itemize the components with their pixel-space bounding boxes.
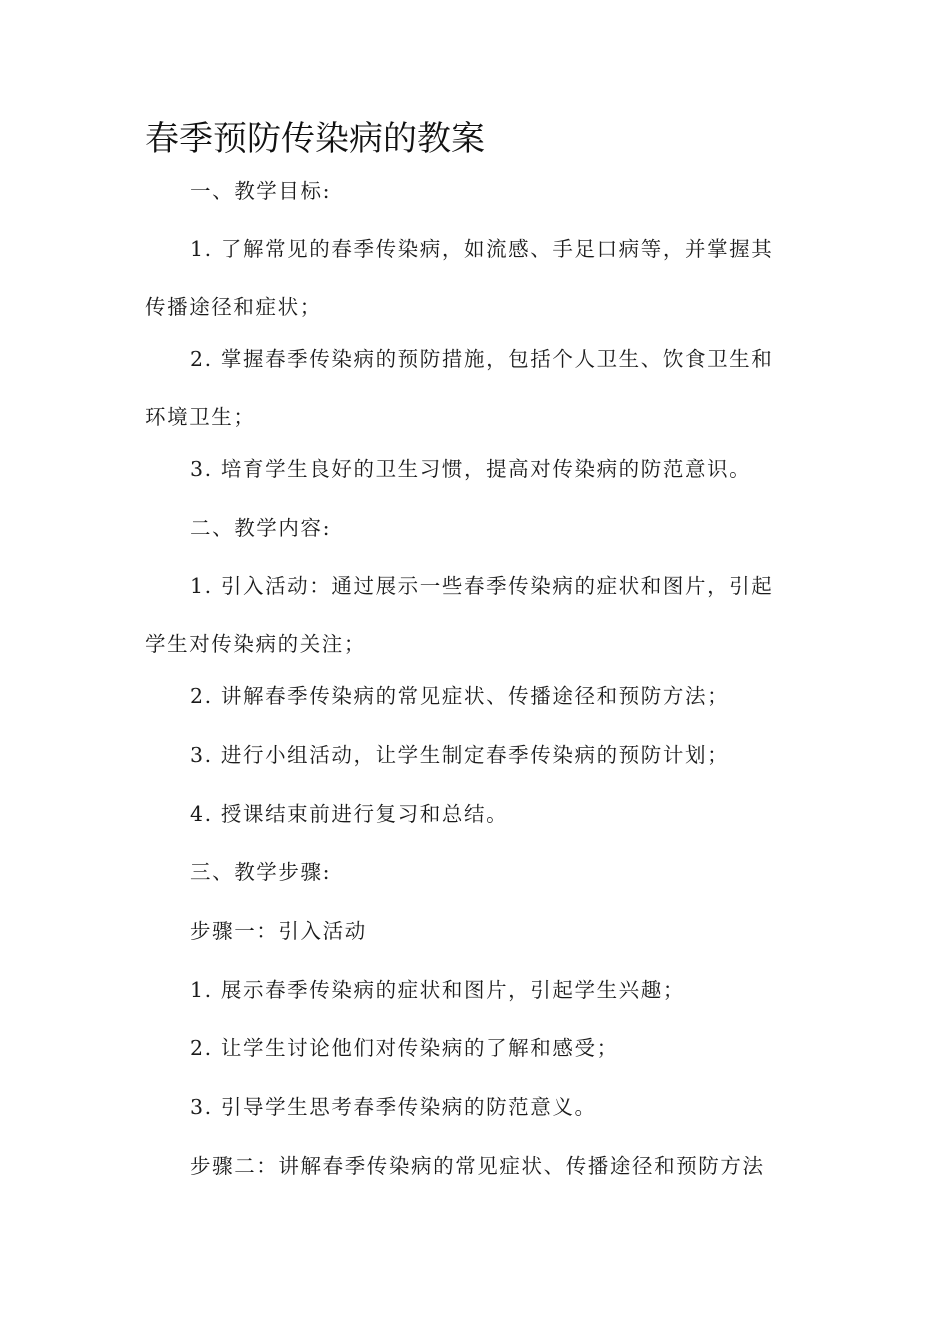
- paragraph: 3. 培育学生良好的卫生习惯，提高对传染病的防范意识。: [190, 457, 752, 481]
- paragraph: 1. 了解常见的春季传染病，如流感、手足口病等，并掌握其传播途径和症状；: [145, 237, 774, 319]
- paragraph: 3. 进行小组活动，让学生制定春季传染病的预防计划；: [190, 743, 730, 767]
- paragraph: 2. 掌握春季传染病的预防措施，包括个人卫生、饮食卫生和环境卫生；: [145, 347, 774, 429]
- document-title: 春季预防传染病的教案: [145, 119, 485, 159]
- paragraph: 3. 引导学生思考春季传染病的防范意义。: [190, 1095, 597, 1119]
- section-heading-objectives: 一、教学目标:: [190, 179, 332, 203]
- step-heading: 步骤一：引入活动: [190, 919, 367, 943]
- paragraph: 1. 引入活动：通过展示一些春季传染病的症状和图片，引起学生对传染病的关注；: [145, 574, 774, 656]
- paragraph: 4. 授课结束前进行复习和总结。: [190, 802, 509, 826]
- step-heading: 步骤二：讲解春季传染病的常见症状、传播途径和预防方法: [190, 1154, 765, 1178]
- paragraph: 2. 让学生讨论他们对传染病的了解和感受；: [190, 1036, 619, 1060]
- paragraph: 2. 讲解春季传染病的常见症状、传播途径和预防方法；: [190, 684, 730, 708]
- section-heading-content: 二、教学内容:: [190, 516, 332, 540]
- paragraph: 1. 展示春季传染病的症状和图片，引起学生兴趣；: [190, 978, 685, 1002]
- section-heading-steps: 三、教学步骤:: [190, 860, 332, 884]
